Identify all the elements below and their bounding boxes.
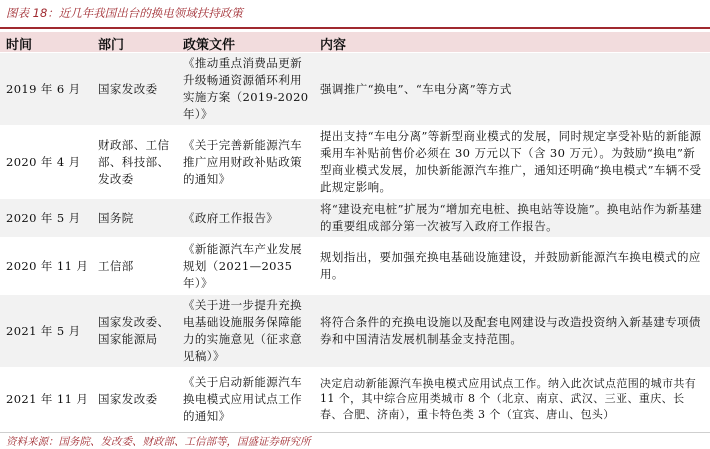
row-dept: 国家发改委 bbox=[98, 391, 158, 406]
row-content: 强调推广“换电”、“车电分离”等方式 bbox=[320, 81, 512, 96]
header-time: 时间 bbox=[6, 38, 33, 53]
row-doc: 《关于完善新能源汽车推广应用财政补贴政策的通知》 bbox=[183, 137, 302, 186]
row-doc: 《推动重点消费品更新升级畅通资源循环利用实施方案（2019-2020 年）》 bbox=[183, 56, 309, 121]
row-doc: 《政府工作报告》 bbox=[183, 210, 279, 225]
row-dept: 国家发改委 bbox=[98, 81, 158, 96]
table-row bbox=[0, 367, 710, 431]
row-time: 2021 年 11 月 bbox=[6, 391, 89, 406]
table-row bbox=[0, 53, 710, 125]
row-content: 决定启动新能源汽车换电模式应用试点工作。纳入此次试点范围的城市共有 11 个，其中综合应用类城市 8 个（北京、南京、武汉、三亚、重庆、长春、合肥、济南），重卡特色类 3 个（宜宾、唐山、包头） bbox=[320, 376, 697, 421]
top-rule bbox=[0, 27, 710, 29]
row-dept: 国务院 bbox=[98, 210, 134, 225]
table-row bbox=[0, 295, 710, 367]
row-time: 2020 年 5 月 bbox=[6, 210, 81, 225]
header-content: 内容 bbox=[320, 38, 347, 53]
row-doc: 《关于进一步提升充换电基础设施服务保障能力的实施意见（征求意见稿）》 bbox=[183, 298, 302, 363]
table-row bbox=[0, 237, 710, 295]
header-doc: 政策文件 bbox=[183, 38, 236, 53]
row-time: 2021 年 5 月 bbox=[6, 323, 81, 338]
row-content: 规划指出，要加强充换电基础设施建设，并鼓励新能源汽车换电模式的应用。 bbox=[320, 250, 701, 281]
row-time: 2020 年 4 月 bbox=[6, 154, 81, 169]
row-dept: 工信部 bbox=[98, 258, 134, 273]
row-time: 2020 年 11 月 bbox=[6, 258, 89, 273]
table-header bbox=[0, 32, 710, 52]
header-dept: 部门 bbox=[98, 38, 125, 53]
row-time: 2019 年 6 月 bbox=[6, 81, 81, 96]
row-content: 提出支持“车电分离”等新型商业模式的发展，同时规定享受补贴的新能源乘用车补贴前售价必须在 30 万元以下（含 30 万元）。为鼓励“换电”新型商业模式发展，加快新能源汽车推广，通知还明确“换电模式”车辆不受此规定影响。 bbox=[320, 129, 702, 194]
row-content: 将符合条件的充换电设施以及配套电网建设与改造投资纳入新基建专项债券和中国清洁发展机制基金支持范围。 bbox=[320, 315, 701, 346]
row-doc: 《关于启动新能源汽车换电模式应用试点工作的通知》 bbox=[183, 374, 302, 423]
table-caption: 图表 18：近几年我国出台的换电领域扶持政策 bbox=[6, 6, 243, 20]
row-dept: 财政部、工信部、科技部、发改委 bbox=[98, 137, 170, 186]
row-dept: 国家发改委、国家能源局 bbox=[98, 315, 170, 346]
row-doc: 《新能源汽车产业发展规划（2021—2035 年）》 bbox=[183, 241, 302, 290]
source-note: 资料来源：国务院、发改委、财政部、工信部等，国盛证券研究所 bbox=[6, 436, 311, 448]
table-row bbox=[0, 199, 710, 237]
table-row bbox=[0, 125, 710, 199]
table-bottom-rule bbox=[0, 432, 710, 433]
row-content: 将“建设充电桩”扩展为“增加充电桩、换电站等设施”。换电站作为新基建的重要组成部分第一次被写入政府工作报告。 bbox=[320, 202, 703, 233]
